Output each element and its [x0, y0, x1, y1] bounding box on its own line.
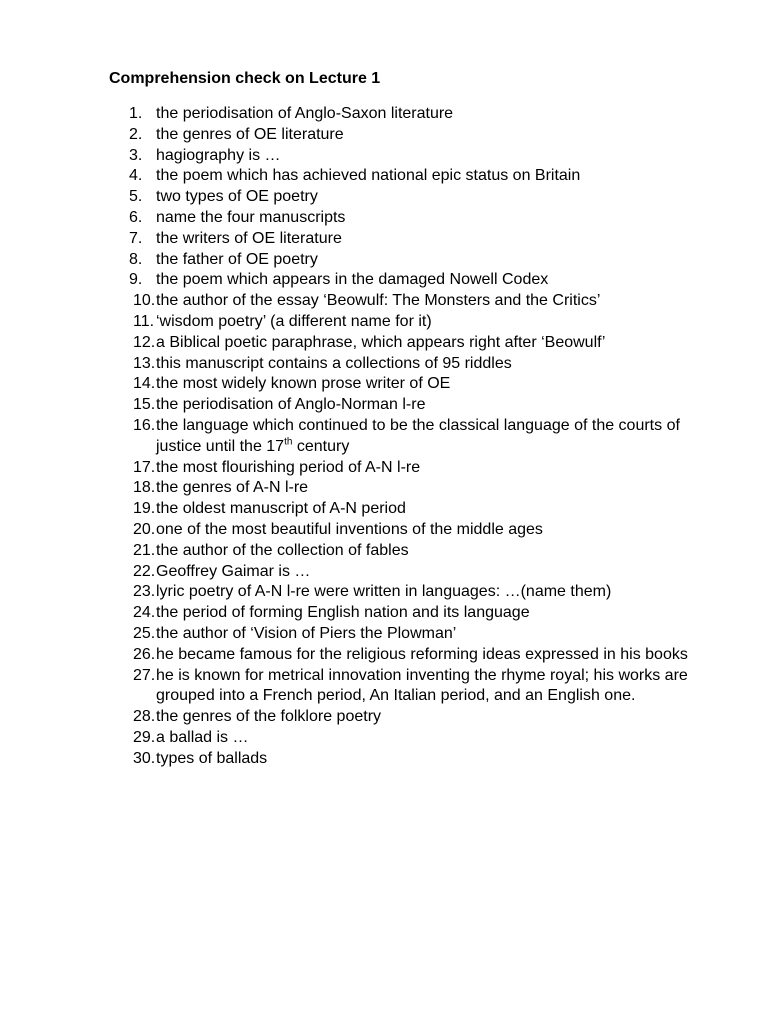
list-item [109, 666, 729, 708]
list-item [109, 270, 729, 291]
list-item-text: a Biblical poetic paraphrase, which appears right after ‘Beowulf’ [156, 333, 606, 351]
list-item [109, 166, 729, 187]
list-item-text: the writers of OE literature [156, 229, 342, 247]
list-item [109, 229, 729, 250]
list-item-text: Geoffrey Gaimar is … [156, 562, 311, 580]
list-item-text: hagiography is … [156, 146, 281, 164]
list-item-text: he became famous for the religious reforming ideas expressed in his books [156, 645, 688, 663]
list-item-text: the language which continued to be the classical language of the courts of justice until the 17 [156, 416, 680, 455]
list-item-text: the most flourishing period of A-N l-re [156, 458, 421, 476]
list-number: 9. [129, 271, 143, 289]
list-item [109, 478, 729, 499]
list-item [109, 582, 729, 603]
list-item-text: the father of OE poetry [156, 250, 318, 268]
list-item-text: lyric poetry of A-N l-re were written in languages: …(name them) [156, 583, 612, 601]
list-item-text-end: century [292, 437, 350, 455]
list-item-text: the period of forming English nation and its language [156, 604, 530, 622]
list-item [109, 125, 729, 146]
list-number: 8. [129, 250, 143, 268]
list-number: 7. [129, 229, 143, 247]
list-number: 14. [133, 375, 156, 393]
list-item [109, 520, 729, 541]
list-item-text: the poem which has achieved national epic status on Britain [156, 167, 581, 185]
list-number: 15. [133, 396, 156, 414]
list-item [109, 104, 729, 125]
list-number: 16. [133, 416, 156, 434]
list-item-text: the most widely known prose writer of OE [156, 375, 451, 393]
list-item [109, 707, 729, 728]
superscript-text: th [284, 436, 293, 448]
list-number: 30. [133, 749, 156, 767]
list-number: 3. [129, 146, 143, 164]
list-item [109, 562, 729, 583]
list-number: 27. [133, 666, 156, 684]
list-item [109, 354, 729, 375]
list-item-text: the periodisation of Anglo-Saxon literature [156, 105, 454, 122]
list-item-text: name the four manuscripts [156, 208, 346, 226]
list-item-text: the author of the essay ‘Beowulf: The Monsters and the Critics’ [156, 292, 601, 310]
list-number: 22. [133, 562, 156, 580]
list-item [109, 395, 729, 416]
list-item [109, 624, 729, 645]
list-item-text: the periodisation of Anglo-Norman l-re [156, 396, 426, 414]
list-item [109, 187, 729, 208]
page-title: Comprehension check on Lecture 1 [109, 70, 381, 87]
list-item-text: the genres of OE literature [156, 125, 344, 143]
list-number: 19. [133, 500, 156, 518]
list-item-text: the oldest manuscript of A-N period [156, 500, 406, 518]
list-number: 12. [133, 333, 156, 351]
list-number: 1. [129, 105, 143, 122]
list-number: 20. [133, 520, 156, 538]
list-item-text: the poem which appears in the damaged Nowell Codex [156, 271, 549, 289]
list-number: 6. [129, 208, 143, 226]
question-list [109, 104, 729, 770]
list-item [109, 146, 729, 167]
list-item-text: this manuscript contains a collections of 95 riddles [156, 354, 512, 372]
list-item [109, 416, 729, 458]
list-item [109, 603, 729, 624]
list-item-text: two types of OE poetry [156, 188, 318, 206]
list-item [109, 749, 729, 770]
list-number: 2. [129, 125, 143, 143]
list-number: 23. [133, 583, 156, 601]
list-number: 4. [129, 167, 143, 185]
list-item-text: types of ballads [156, 749, 268, 767]
list-number: 13. [133, 354, 156, 372]
list-number: 25. [133, 624, 156, 642]
list-item-text: a ballad is … [156, 728, 249, 746]
list-item [109, 291, 729, 312]
list-number: 10. [133, 292, 156, 310]
list-item [109, 499, 729, 520]
list-number: 18. [133, 479, 156, 497]
list-number: 21. [133, 541, 156, 559]
list-item-text: he is known for metrical innovation inventing the rhyme royal; his works are grouped into a French period, An Italian period, and an English one. [156, 666, 688, 705]
list-item-text: the genres of the folklore poetry [156, 708, 382, 726]
list-item [109, 374, 729, 395]
list-item [109, 333, 729, 354]
list-number: 29. [133, 728, 156, 746]
list-item [109, 645, 729, 666]
list-number: 5. [129, 188, 143, 206]
list-item [109, 458, 729, 479]
list-number: 11. [133, 312, 155, 330]
list-number: 24. [133, 604, 156, 622]
list-item [109, 250, 729, 271]
list-item [109, 312, 729, 333]
list-item-text: the author of ‘Vision of Piers the Plowman’ [156, 624, 457, 642]
list-item [109, 541, 729, 562]
list-item-text: the genres of A-N l-re [156, 479, 309, 497]
list-item [109, 208, 729, 229]
list-number: 28. [133, 708, 156, 726]
list-item-text: the author of the collection of fables [156, 541, 409, 559]
list-number: 26. [133, 645, 156, 663]
list-item-text: ‘wisdom poetry’ (a different name for it) [156, 312, 432, 330]
list-item [109, 728, 729, 749]
list-number: 17. [133, 458, 156, 476]
list-item-text: one of the most beautiful inventions of the middle ages [156, 520, 543, 538]
